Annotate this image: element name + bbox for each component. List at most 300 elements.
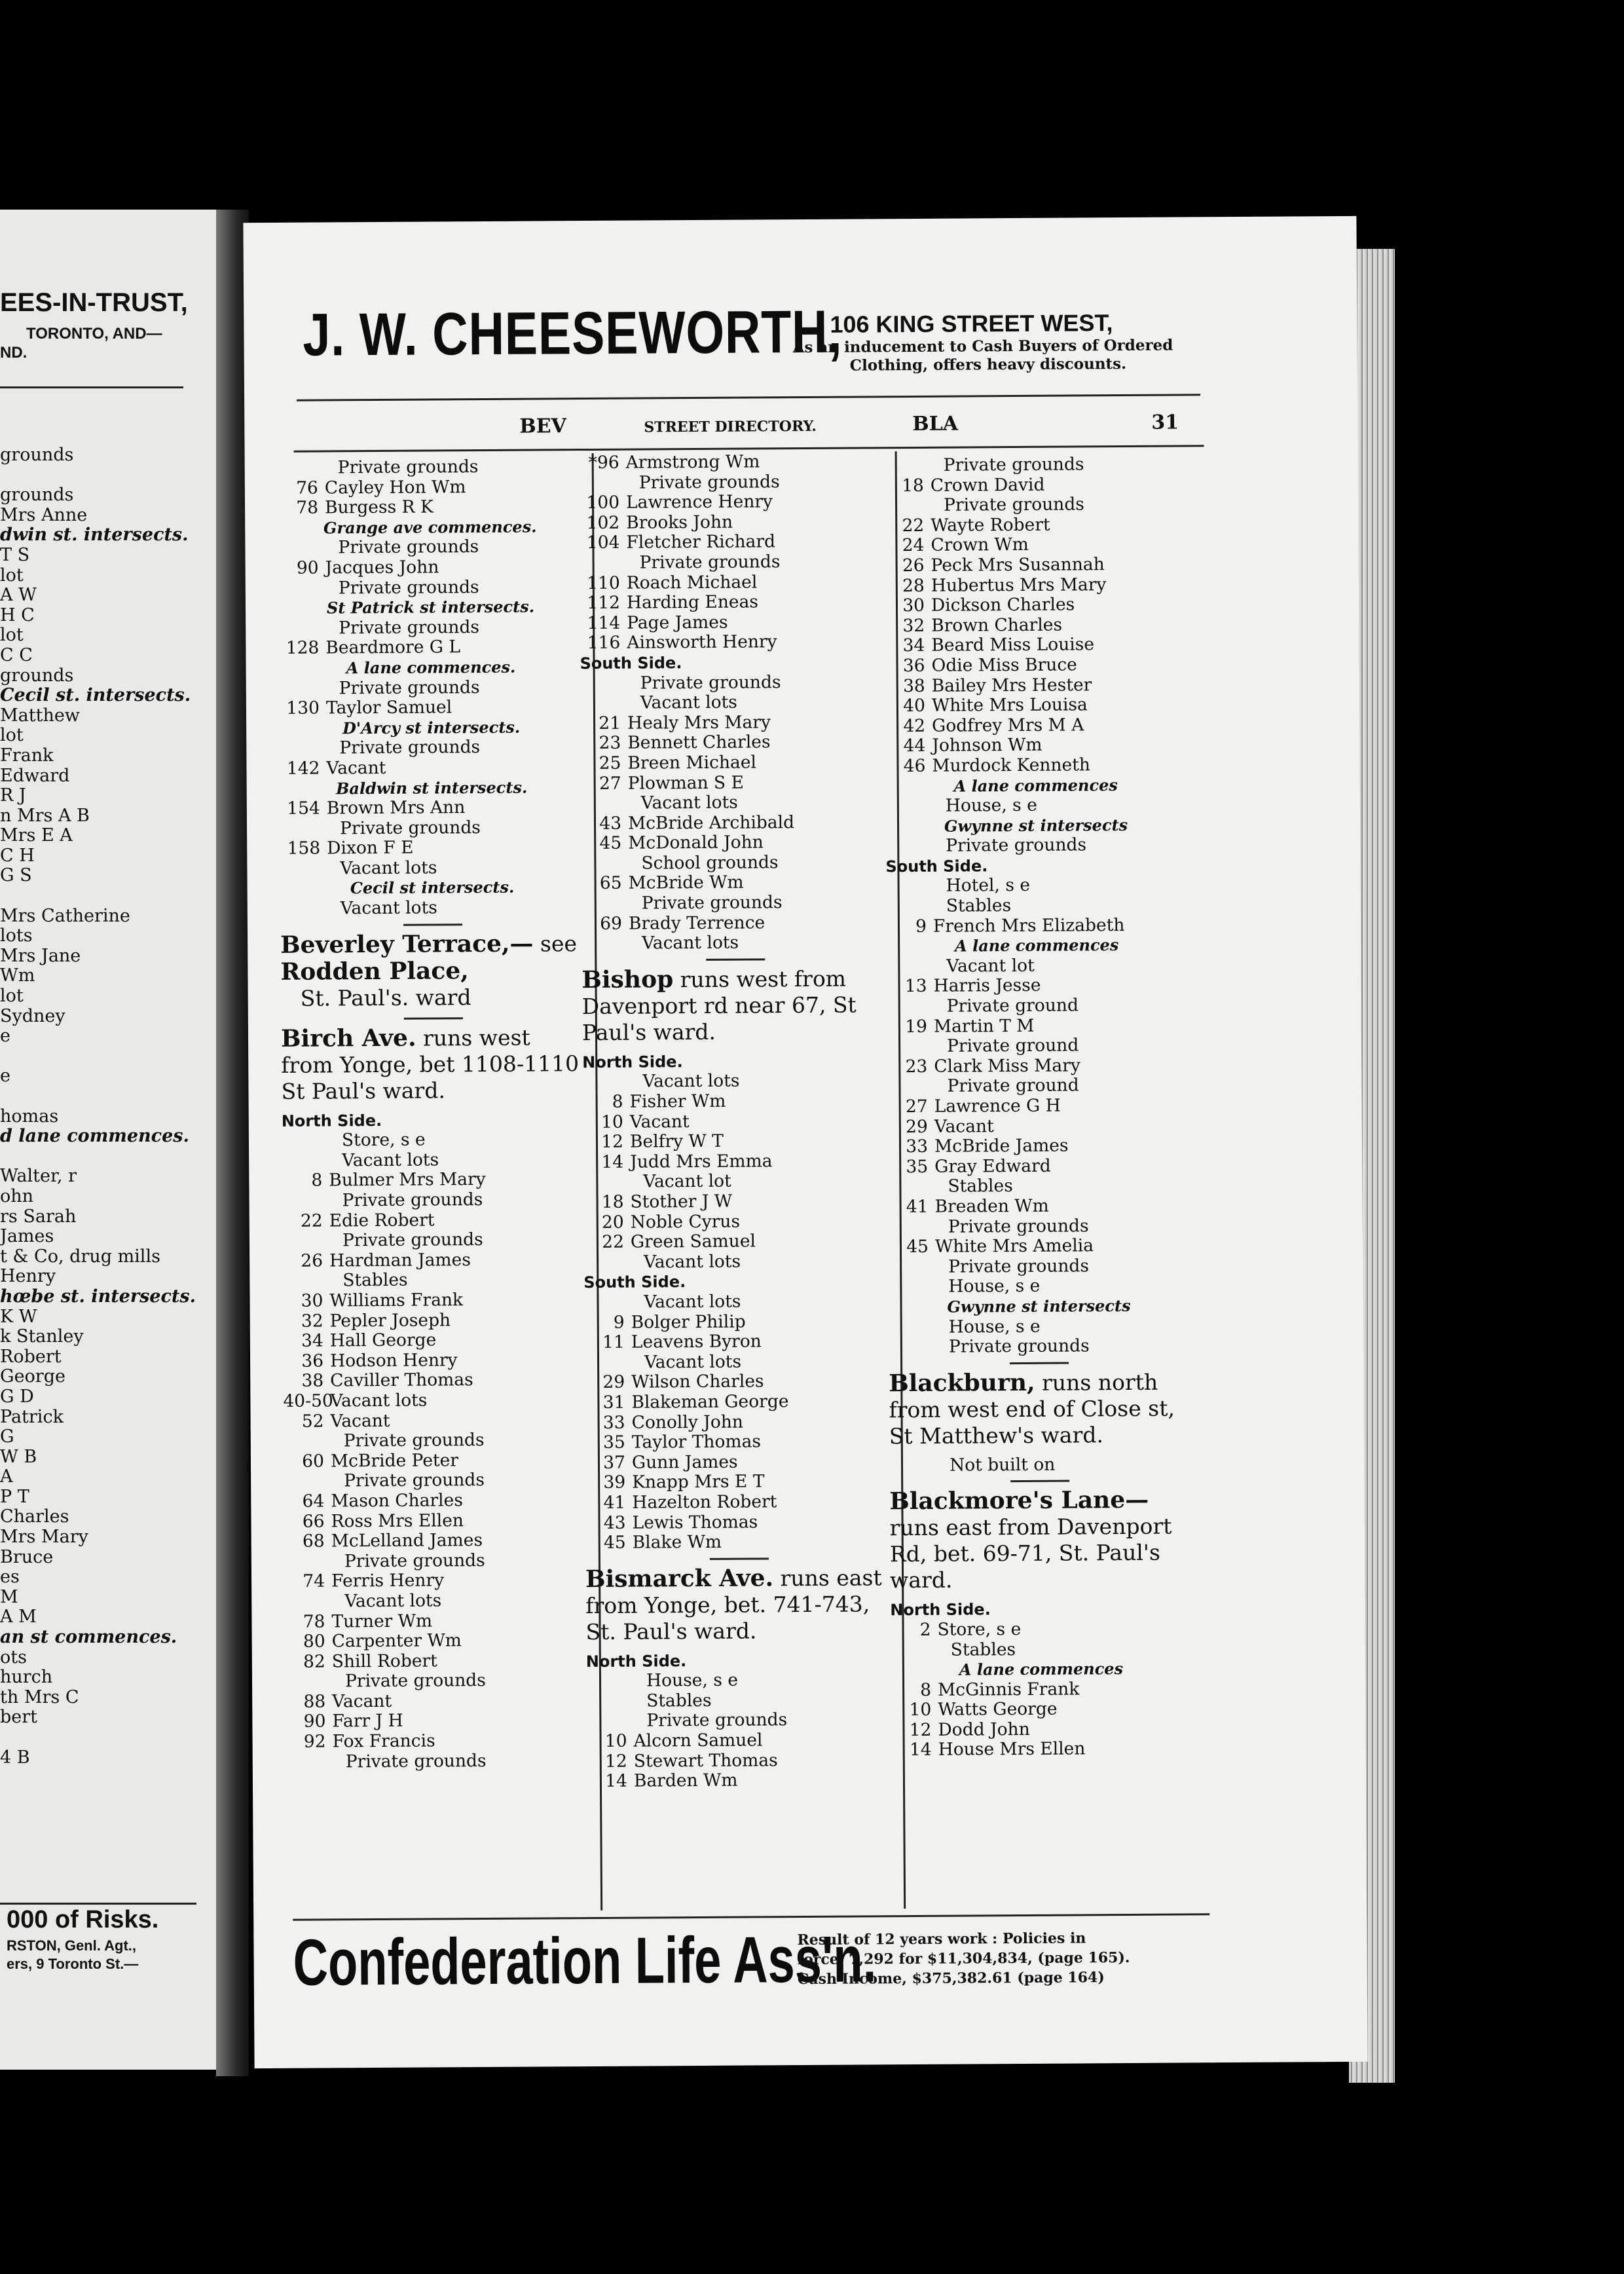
directory-entry — [584, 1371, 892, 1393]
left-page-line: W B — [0, 1447, 37, 1467]
directory-entry — [586, 1710, 894, 1732]
house-number: 36 — [301, 1351, 324, 1371]
house-number: 24 — [902, 535, 925, 556]
resident-name: Private grounds — [641, 892, 783, 914]
directory-entry — [887, 1155, 1189, 1177]
resident-name: Beardmore G L — [325, 637, 461, 658]
left-footer-line-1: 000 of Risks. — [7, 1906, 159, 1933]
directory-entry — [889, 1336, 1190, 1358]
resident-name: Dodd John — [938, 1719, 1030, 1740]
left-header-line-3: ND. — [0, 344, 28, 362]
resident-name: House Mrs Ellen — [938, 1738, 1086, 1761]
left-page-line: Bruce — [0, 1547, 54, 1567]
house-number: 27 — [905, 1096, 928, 1117]
directory-entry — [580, 572, 887, 593]
directory-entry — [278, 536, 582, 558]
street-name: Birch Ave. — [280, 1024, 416, 1053]
resident-name: McBride Peter — [330, 1449, 459, 1472]
resident-name: Lewis Thomas — [632, 1511, 758, 1533]
house-number: 14 — [909, 1740, 932, 1761]
directory-entry — [887, 995, 1188, 1016]
house-number: 22 — [902, 515, 925, 536]
directory-entry — [285, 1730, 589, 1752]
house-number: 65 — [599, 873, 622, 894]
resident-name: Harris Jesse — [933, 975, 1041, 997]
footer-detail-3: Cash Income, $375,382.61 (page 164) — [797, 1969, 1105, 1988]
street-name: Bishop — [581, 965, 674, 994]
directory-entry — [581, 812, 889, 834]
left-page-line: lot — [0, 726, 24, 746]
directory-entry — [278, 617, 583, 639]
footer-details — [797, 1928, 1130, 1989]
resident-name: Mason Charles — [331, 1490, 463, 1512]
directory-entry — [886, 875, 1187, 897]
house-number: 10 — [909, 1700, 932, 1721]
resident-name: Beard Miss Louise — [931, 634, 1095, 656]
house-number: 30 — [301, 1290, 323, 1311]
street-heading — [889, 1368, 1190, 1449]
resident-name: McBride James — [934, 1135, 1069, 1157]
running-head-right: BLA — [912, 412, 959, 436]
house-number: 78 — [303, 1611, 325, 1632]
column-2 — [579, 451, 895, 1792]
left-page-line: Mrs Anne — [0, 505, 88, 525]
directory-entry — [884, 635, 1185, 656]
resident-name: Vacant lot — [946, 955, 1035, 977]
house-number: 32 — [902, 615, 925, 636]
directory-entry — [283, 1350, 587, 1371]
house-number: 23 — [599, 733, 621, 754]
directory-entry — [888, 1216, 1189, 1237]
resident-name: Brown Mrs Ann — [326, 797, 466, 819]
house-number: 33 — [602, 1412, 625, 1433]
resident-name: Stables — [948, 1176, 1013, 1197]
directory-entry — [885, 735, 1186, 756]
house-number: 26 — [301, 1250, 323, 1271]
directory-entry — [885, 675, 1186, 696]
side-heading: North Side. — [890, 1600, 991, 1620]
resident-name: Bulmer Mrs Mary — [329, 1169, 486, 1191]
directory-entry — [585, 1512, 893, 1533]
directory-entry — [282, 1250, 587, 1271]
resident-name: McDonald John — [628, 832, 764, 853]
left-page-line: Mrs Catherine — [0, 906, 130, 926]
resident-name: Roach Michael — [626, 571, 758, 593]
resident-name: Hall George — [329, 1330, 437, 1351]
left-page-line: es — [0, 1567, 20, 1588]
resident-name: Vacant lots — [644, 1351, 742, 1373]
house-number: 29 — [602, 1372, 625, 1393]
house-number: 128 — [286, 637, 320, 659]
directory-entry — [280, 857, 584, 879]
directory-entry — [283, 1310, 587, 1332]
advertiser-tagline-1: As an inducement to Cash Buyers of Ordered — [792, 336, 1173, 357]
resident-name: Private grounds — [342, 1189, 483, 1211]
house-number: 22 — [602, 1231, 625, 1253]
resident-name: Wilson Charles — [631, 1371, 764, 1392]
resident-name: Vacant lots — [342, 1149, 439, 1171]
column-3 — [883, 454, 1192, 1761]
left-page-line: Wm — [0, 966, 35, 986]
directory-entry — [883, 454, 1185, 475]
directory-entry — [285, 1710, 589, 1732]
house-number: 8 — [612, 1091, 623, 1112]
left-page-line: C H — [0, 846, 35, 866]
directory-entry — [581, 772, 889, 794]
directory-entry — [282, 1290, 587, 1311]
left-page-line: A M — [0, 1607, 37, 1628]
directory-entry — [583, 1171, 891, 1193]
directory-entry — [889, 1316, 1190, 1337]
left-page-line: P T — [0, 1487, 29, 1507]
house-number: 38 — [301, 1370, 324, 1392]
resident-name: Vacant — [326, 757, 386, 779]
directory-entry — [580, 672, 888, 694]
running-head-center: STREET DIRECTORY. — [644, 417, 817, 436]
directory-entry — [278, 457, 582, 478]
resident-name: Pepler Joseph — [329, 1309, 451, 1332]
left-page-line: Robert — [0, 1347, 62, 1367]
directory-entry — [285, 1650, 589, 1672]
house-number: 19 — [905, 1016, 928, 1037]
resident-name: Vacant lots — [340, 857, 437, 879]
advertiser-tagline-2: Clothing, offers heavy discounts. — [849, 354, 1127, 375]
left-page-line: grounds — [0, 445, 74, 465]
house-number: 11 — [602, 1332, 625, 1353]
house-number: 2 — [919, 1619, 931, 1640]
house-number: 8 — [920, 1679, 932, 1700]
house-number: 60 — [302, 1451, 325, 1472]
directory-entry — [579, 512, 887, 533]
resident-name: Peck Mrs Susannah — [931, 554, 1105, 576]
left-page-line — [0, 1147, 216, 1167]
house-number: 100 — [586, 492, 620, 513]
left-page-line: Charles — [0, 1507, 69, 1527]
street-ward: St. Paul's. ward — [300, 984, 471, 1011]
house-number: 41 — [906, 1196, 929, 1218]
resident-name: Stables — [946, 895, 1012, 916]
directory-page — [243, 216, 1367, 2068]
directory-entry — [583, 1090, 891, 1112]
side-heading: North Side. — [281, 1111, 382, 1130]
directory-entry — [278, 496, 582, 518]
directory-entry — [885, 715, 1186, 736]
directory-entry — [284, 1590, 589, 1612]
resident-name: Private grounds — [946, 834, 1087, 856]
resident-name: Vacant lot — [643, 1171, 731, 1192]
intersection-note: A lane commences — [953, 775, 1118, 796]
resident-name: Bennett Charles — [627, 732, 771, 753]
resident-name: Ferris Henry — [331, 1570, 445, 1592]
intersection-note: A lane commences — [954, 935, 1119, 956]
footer-advertiser: Confederation Life Ass'n. — [293, 1922, 877, 2000]
resident-name: Vacant — [332, 1690, 392, 1712]
left-page-line: d lane commences. — [0, 1127, 189, 1147]
resident-name: White Mrs Louisa — [931, 694, 1088, 716]
resident-name: Private ground — [947, 1035, 1079, 1056]
footer-detail-1: Result of 12 years work : Policies in — [797, 1929, 1086, 1949]
street-heading — [581, 965, 890, 1046]
directory-entry — [284, 1430, 588, 1451]
house-number: 35 — [906, 1156, 929, 1177]
left-page-line: e — [0, 1066, 10, 1087]
left-page-line: G — [0, 1427, 14, 1447]
left-page-line: k Stanley — [0, 1327, 84, 1347]
house-number: 110 — [587, 572, 620, 593]
resident-name: Private grounds — [342, 1229, 483, 1251]
intersection-note: Grange ave commences. — [323, 517, 537, 538]
directory-entry — [282, 1269, 587, 1291]
directory-entry — [887, 1115, 1189, 1137]
advertiser-address: 106 KING STREET WEST, — [830, 309, 1113, 338]
directory-entry — [579, 532, 887, 553]
resident-name: Wayte Robert — [931, 514, 1050, 536]
directory-entry — [280, 797, 584, 819]
resident-name: Armstrong Wm — [625, 451, 760, 473]
intersection-note: St Patrick st intersects. — [326, 597, 535, 618]
resident-name: Hotel, s e — [946, 875, 1031, 897]
left-page-line: Patrick — [0, 1407, 64, 1427]
directory-entry — [580, 752, 888, 774]
house-number: 114 — [587, 612, 621, 633]
directory-entry — [883, 474, 1185, 496]
resident-name: House, s e — [945, 794, 1037, 816]
resident-name: Clark Miss Mary — [934, 1055, 1080, 1077]
resident-name: Vacant lots — [644, 1291, 741, 1313]
resident-name: Farr J H — [332, 1711, 403, 1732]
left-page-line: G D — [0, 1387, 34, 1407]
house-number: 28 — [902, 575, 925, 596]
resident-name: Hazelton Robert — [632, 1491, 777, 1513]
directory-entry — [284, 1570, 589, 1592]
left-page-line: C C — [0, 645, 33, 665]
left-page-line: Edward — [0, 766, 70, 786]
resident-name: Hodson Henry — [329, 1350, 458, 1371]
directory-entry — [888, 1236, 1189, 1258]
left-page-line: M — [0, 1587, 18, 1607]
resident-name: House, s e — [948, 1276, 1041, 1297]
directory-entry — [891, 1639, 1192, 1660]
directory-entry — [286, 1751, 590, 1772]
left-header-line-2: TORONTO, AND— — [26, 325, 162, 343]
resident-name: Vacant lots — [644, 1251, 741, 1273]
resident-name: Private grounds — [344, 1470, 485, 1491]
directory-entry — [284, 1550, 589, 1572]
directory-entry — [583, 1291, 891, 1313]
house-number: 12 — [909, 1719, 932, 1740]
directory-entry — [585, 1431, 893, 1453]
street-description: runs east from Davenport Rd, bet. 69-71, St. Paul's ward. — [889, 1513, 1172, 1594]
directory-entry — [885, 695, 1186, 717]
house-number: 14 — [601, 1151, 624, 1172]
resident-name: Caviller Thomas — [330, 1370, 473, 1391]
house-number: 45 — [599, 832, 622, 854]
street-name: Blackburn, — [889, 1368, 1035, 1397]
left-page-line: Matthew — [0, 705, 80, 726]
section-rule — [403, 1017, 462, 1020]
directory-entry — [283, 1370, 587, 1391]
left-page-line — [0, 1087, 216, 1107]
intersection-note: Gwynne st intersects — [947, 1295, 1131, 1316]
directory-entry — [891, 1719, 1192, 1740]
directory-entry — [888, 1195, 1189, 1217]
left-page-line — [0, 886, 216, 906]
house-number: 23 — [905, 1056, 928, 1077]
house-number: 44 — [903, 736, 926, 756]
resident-name: Vacant lots — [640, 792, 738, 813]
directory-entry — [579, 451, 887, 473]
street-name: Blackmore's Lane— — [889, 1486, 1149, 1516]
resident-name: Crown Wm — [931, 534, 1029, 556]
directory-entry — [284, 1490, 588, 1512]
house-number: 142 — [286, 758, 320, 779]
resident-name: Murdock Kenneth — [932, 755, 1091, 776]
resident-name: Private grounds — [339, 677, 480, 698]
resident-name: School grounds — [641, 852, 779, 874]
resident-name: Private ground — [947, 1075, 1079, 1097]
directory-entry — [884, 654, 1185, 676]
directory-entry — [885, 795, 1187, 817]
house-number: 76 — [296, 477, 318, 498]
resident-name: White Mrs Amelia — [934, 1235, 1094, 1257]
directory-entry — [283, 1390, 587, 1411]
resident-name: Healy Mrs Mary — [627, 712, 771, 734]
resident-name: Private grounds — [338, 536, 479, 558]
section-rule — [1010, 1480, 1069, 1483]
directory-entry — [586, 1730, 894, 1751]
resident-name: Private grounds — [337, 457, 479, 478]
house-number: 27 — [599, 773, 621, 794]
house-number: 104 — [586, 532, 620, 553]
resident-name: Lawrence Henry — [625, 491, 773, 513]
directory-entry — [886, 975, 1187, 997]
resident-name: McLelland James — [331, 1530, 483, 1552]
left-page-line: Frank — [0, 745, 54, 766]
resident-name: French Mrs Elizabeth — [932, 914, 1125, 937]
left-page-lines — [0, 445, 216, 1768]
house-number: 9 — [915, 916, 927, 937]
resident-name: Vacant — [934, 1115, 994, 1137]
intersection-note: Gwynne st intersects — [944, 815, 1128, 836]
directory-entry — [283, 1330, 587, 1351]
house-number: 69 — [600, 913, 623, 934]
house-number: 45 — [906, 1237, 929, 1258]
section-rule — [710, 1557, 769, 1560]
left-page-line — [0, 466, 216, 486]
resident-name: Vacant lots — [340, 897, 437, 919]
street-heading — [281, 1024, 586, 1105]
intersection-note: D'Arcy st intersects. — [342, 717, 521, 738]
resident-name: Gray Edward — [934, 1155, 1051, 1177]
resident-name: Martin T M — [933, 1015, 1035, 1037]
directory-entry — [282, 1149, 586, 1171]
directory-entry — [886, 915, 1187, 937]
directory-entry — [284, 1450, 588, 1472]
directory-entry — [583, 1211, 891, 1233]
directory-entry — [580, 632, 887, 654]
resident-name: Carpenter Wm — [331, 1630, 462, 1652]
directory-entry — [583, 1231, 891, 1252]
house-number: 42 — [903, 715, 926, 736]
house-number: 32 — [301, 1311, 323, 1332]
resident-name: Harding Eneas — [626, 591, 759, 613]
directory-entry — [280, 817, 584, 839]
directory-entry — [284, 1470, 588, 1491]
street-description: runs north from west end of Close st, St Matthew's ward. — [889, 1369, 1175, 1449]
resident-name: Dixon F E — [327, 837, 414, 859]
column-1 — [278, 457, 590, 1772]
resident-name: Vacant lots — [642, 932, 739, 954]
directory-entry — [580, 712, 888, 734]
directory-entry — [284, 1530, 589, 1552]
street-name: Beverley Terrace,— — [280, 929, 534, 959]
house-number: 26 — [902, 555, 925, 576]
left-page-line: A — [0, 1467, 13, 1487]
resident-name: Breen Michael — [627, 752, 757, 774]
resident-name: Private grounds — [638, 471, 780, 493]
left-footer-line-3: ers, 9 Toronto St.— — [7, 1956, 139, 1972]
left-page-line: R J — [0, 786, 26, 806]
house-number: 64 — [302, 1491, 325, 1512]
house-number: 43 — [599, 813, 622, 834]
resident-name: Taylor Samuel — [325, 697, 452, 718]
directory-entry — [583, 1111, 891, 1132]
directory-entry — [887, 1055, 1188, 1077]
directory-entry — [279, 677, 583, 699]
resident-name: Fisher Wm — [629, 1090, 726, 1112]
resident-name: House, s e — [948, 1316, 1041, 1337]
house-number: 31 — [602, 1392, 625, 1413]
resident-name: Private grounds — [948, 1215, 1089, 1237]
resident-name: Private grounds — [948, 1335, 1090, 1357]
directory-entry — [884, 574, 1185, 596]
resident-name: Private grounds — [344, 1670, 486, 1692]
directory-entry — [581, 872, 889, 894]
resident-name: McBride Wm — [628, 872, 744, 894]
house-number: 34 — [902, 635, 925, 656]
directory-entry — [891, 1739, 1192, 1761]
house-number: 35 — [602, 1432, 625, 1453]
directory-entry — [585, 1472, 893, 1493]
resident-name: Vacant lots — [640, 692, 737, 713]
resident-name: Brown Charles — [931, 614, 1063, 636]
left-page-line: bert — [0, 1707, 38, 1728]
resident-name: Belfry W T — [629, 1130, 724, 1152]
left-page-line: Sydney — [0, 1006, 65, 1026]
house-number: 10 — [604, 1730, 627, 1751]
directory-entry — [889, 1454, 1190, 1476]
directory-entry — [285, 1630, 589, 1652]
house-number: 33 — [906, 1136, 929, 1157]
resident-name: Private grounds — [639, 551, 781, 573]
left-page-line: hœbe st. intersects. — [0, 1286, 196, 1307]
resident-name: Private grounds — [943, 494, 1084, 515]
resident-name: Private ground — [946, 995, 1079, 1016]
directory-entry — [586, 1690, 894, 1711]
resident-name: Green Samuel — [630, 1231, 756, 1252]
resident-name: Cayley Hon Wm — [324, 476, 466, 498]
directory-entry — [887, 1035, 1188, 1057]
resident-name: McGinnis Frank — [938, 1679, 1080, 1700]
left-page-line: rs Sarah — [0, 1206, 77, 1227]
resident-name: Hardman James — [329, 1249, 471, 1271]
house-number: 34 — [301, 1330, 323, 1351]
left-page-line: n Mrs A B — [0, 806, 90, 826]
resident-name: Brooks John — [626, 512, 733, 533]
directory-entry — [885, 755, 1186, 776]
house-number: 82 — [303, 1651, 325, 1672]
resident-name: Page James — [627, 612, 728, 633]
